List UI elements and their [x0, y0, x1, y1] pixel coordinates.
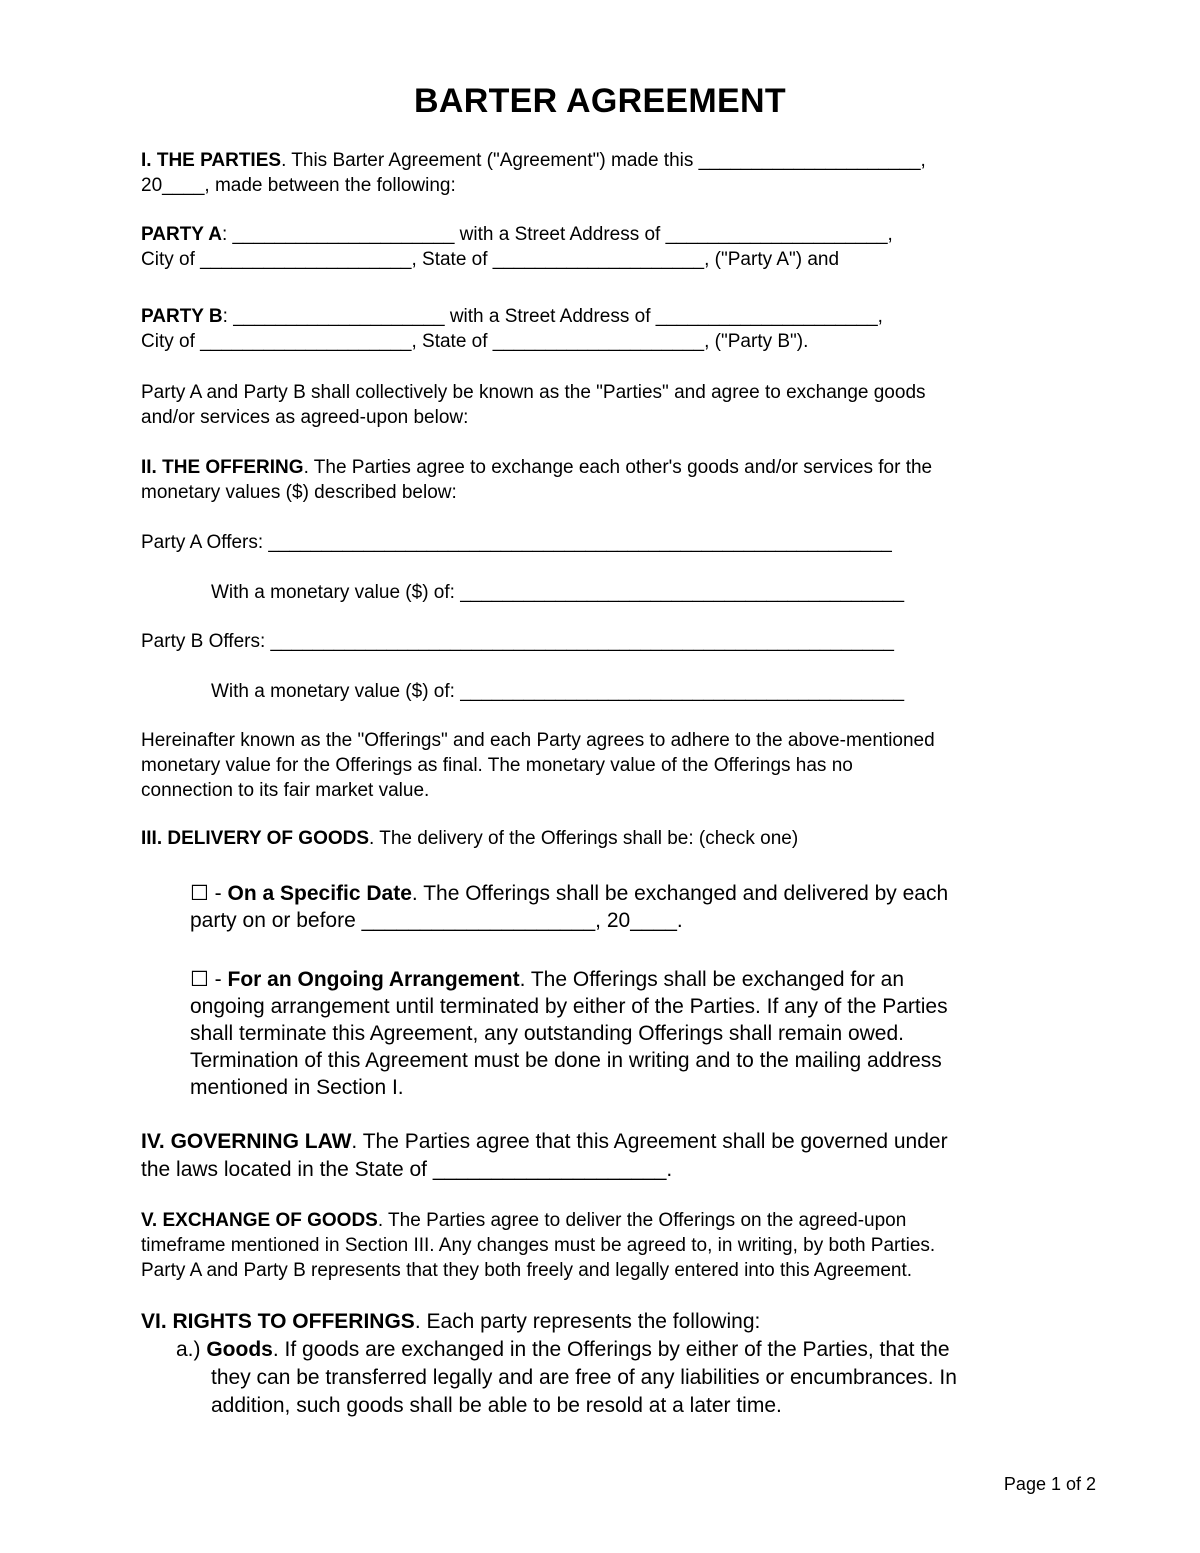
- section-text: . This Barter Agreement ("Agreement") made this _____________________,: [281, 150, 926, 171]
- section-text: . Each party represents the following:: [414, 1310, 761, 1333]
- section-rights: [141, 1308, 1071, 1336]
- checkbox-icon[interactable]: ☐ -: [190, 968, 228, 991]
- collective-paragraph: [141, 380, 1071, 430]
- option-text: . The Offerings shall be exchanged and delivered by each: [411, 882, 949, 905]
- page-number: Page 1 of 2: [1003, 1474, 1096, 1494]
- paragraph-line: connection to its fair market value.: [141, 780, 430, 801]
- section-heading: IV. GOVERNING LAW: [141, 1130, 352, 1153]
- rights-item-goods: [176, 1336, 1071, 1420]
- option-ongoing-arrangement: [190, 966, 1070, 1101]
- paragraph-line: Hereinafter known as the "Offerings" and each Party agrees to adhere to the above-mentioned: [141, 730, 935, 751]
- option-specific-date: [190, 880, 1070, 934]
- section-text: . The Parties agree to exchange each other's goods and/or services for the: [303, 457, 933, 478]
- offerings-paragraph: [141, 728, 1071, 803]
- section-heading: V. EXCHANGE OF GOODS: [141, 1210, 378, 1231]
- paragraph-line: and/or services as agreed-upon below:: [141, 407, 469, 428]
- paragraph-line: Party A and Party B shall collectively be known as the "Parties" and agree to exchange goods: [141, 382, 926, 403]
- party-a-block: [141, 222, 1071, 272]
- document-title: BARTER AGREEMENT: [414, 82, 786, 120]
- option-label: On a Specific Date: [227, 882, 412, 905]
- section-text: . The Parties agree that this Agreement shall be governed under: [351, 1130, 948, 1153]
- section-heading: II. THE OFFERING: [141, 457, 304, 478]
- section-exchange: [141, 1208, 1071, 1283]
- option-text: ongoing arrangement until terminated by either of the Parties. If any of the Parties: [190, 995, 948, 1018]
- section-text: . The delivery of the Offerings shall be: (check one): [369, 828, 799, 849]
- section-heading: VI. RIGHTS TO OFFERINGS: [141, 1310, 415, 1333]
- party-b-line: : ____________________ with a Street Address of _____________________,: [222, 306, 883, 327]
- option-text: mentioned in Section I.: [190, 1076, 404, 1099]
- section-offering: [141, 455, 1071, 505]
- section-text: monetary values ($) described below:: [141, 482, 457, 503]
- section-text: . The Parties agree to deliver the Offerings on the agreed-upon: [377, 1210, 907, 1231]
- option-label: For an Ongoing Arrangement: [227, 968, 520, 991]
- checkbox-icon[interactable]: ☐ -: [190, 882, 228, 905]
- item-text: they can be transferred legally and are free of any liabilities or encumbrances. In: [211, 1366, 957, 1389]
- section-governing-law: [141, 1128, 1071, 1184]
- party-a-line: City of ____________________, State of ____________________, ("Party A") and: [141, 249, 840, 270]
- option-text: shall terminate this Agreement, any outstanding Offerings shall remain owed.: [190, 1022, 904, 1045]
- section-text: the laws located in the State of ____________________.: [141, 1158, 673, 1181]
- section-delivery: [141, 826, 1071, 851]
- option-text: party on or before ____________________, 20____.: [190, 909, 683, 932]
- party-a-offers-line: Party A Offers: ___________________________________________________________: [141, 532, 892, 553]
- party-a-value-line: With a monetary value ($) of: __________________________________________: [211, 582, 905, 603]
- item-text: . If goods are exchanged in the Offerings by either of the Parties, that the: [272, 1338, 950, 1361]
- party-a-label: PARTY A: [141, 224, 222, 245]
- item-label: Goods: [206, 1338, 273, 1361]
- section-text: Party A and Party B represents that they both freely and legally entered into this Agreement.: [141, 1260, 913, 1281]
- party-b-offers-line: Party B Offers: ___________________________________________________________: [141, 631, 894, 652]
- item-text: addition, such goods shall be able to be resold at a later time.: [211, 1394, 782, 1417]
- list-marker: a.): [176, 1338, 207, 1361]
- party-b-line: City of ____________________, State of ____________________, ("Party B").: [141, 331, 809, 352]
- option-text: . The Offerings shall be exchanged for an: [519, 968, 905, 991]
- section-text: 20____, made between the following:: [141, 175, 456, 196]
- paragraph-line: monetary value for the Offerings as final. The monetary value of the Offerings has no: [141, 755, 853, 776]
- party-b-block: [141, 304, 1071, 354]
- party-a-line: : _____________________ with a Street Address of _____________________,: [221, 224, 893, 245]
- option-text: Termination of this Agreement must be done in writing and to the mailing address: [190, 1049, 942, 1072]
- party-b-value-line: With a monetary value ($) of: __________________________________________: [211, 681, 905, 702]
- party-b-label: PARTY B: [141, 306, 223, 327]
- section-heading: I. THE PARTIES: [141, 150, 282, 171]
- section-heading: III. DELIVERY OF GOODS: [141, 828, 370, 849]
- section-parties: [141, 148, 1071, 198]
- section-text: timeframe mentioned in Section III. Any changes must be agreed to, in writing, by both Parties.: [141, 1235, 936, 1256]
